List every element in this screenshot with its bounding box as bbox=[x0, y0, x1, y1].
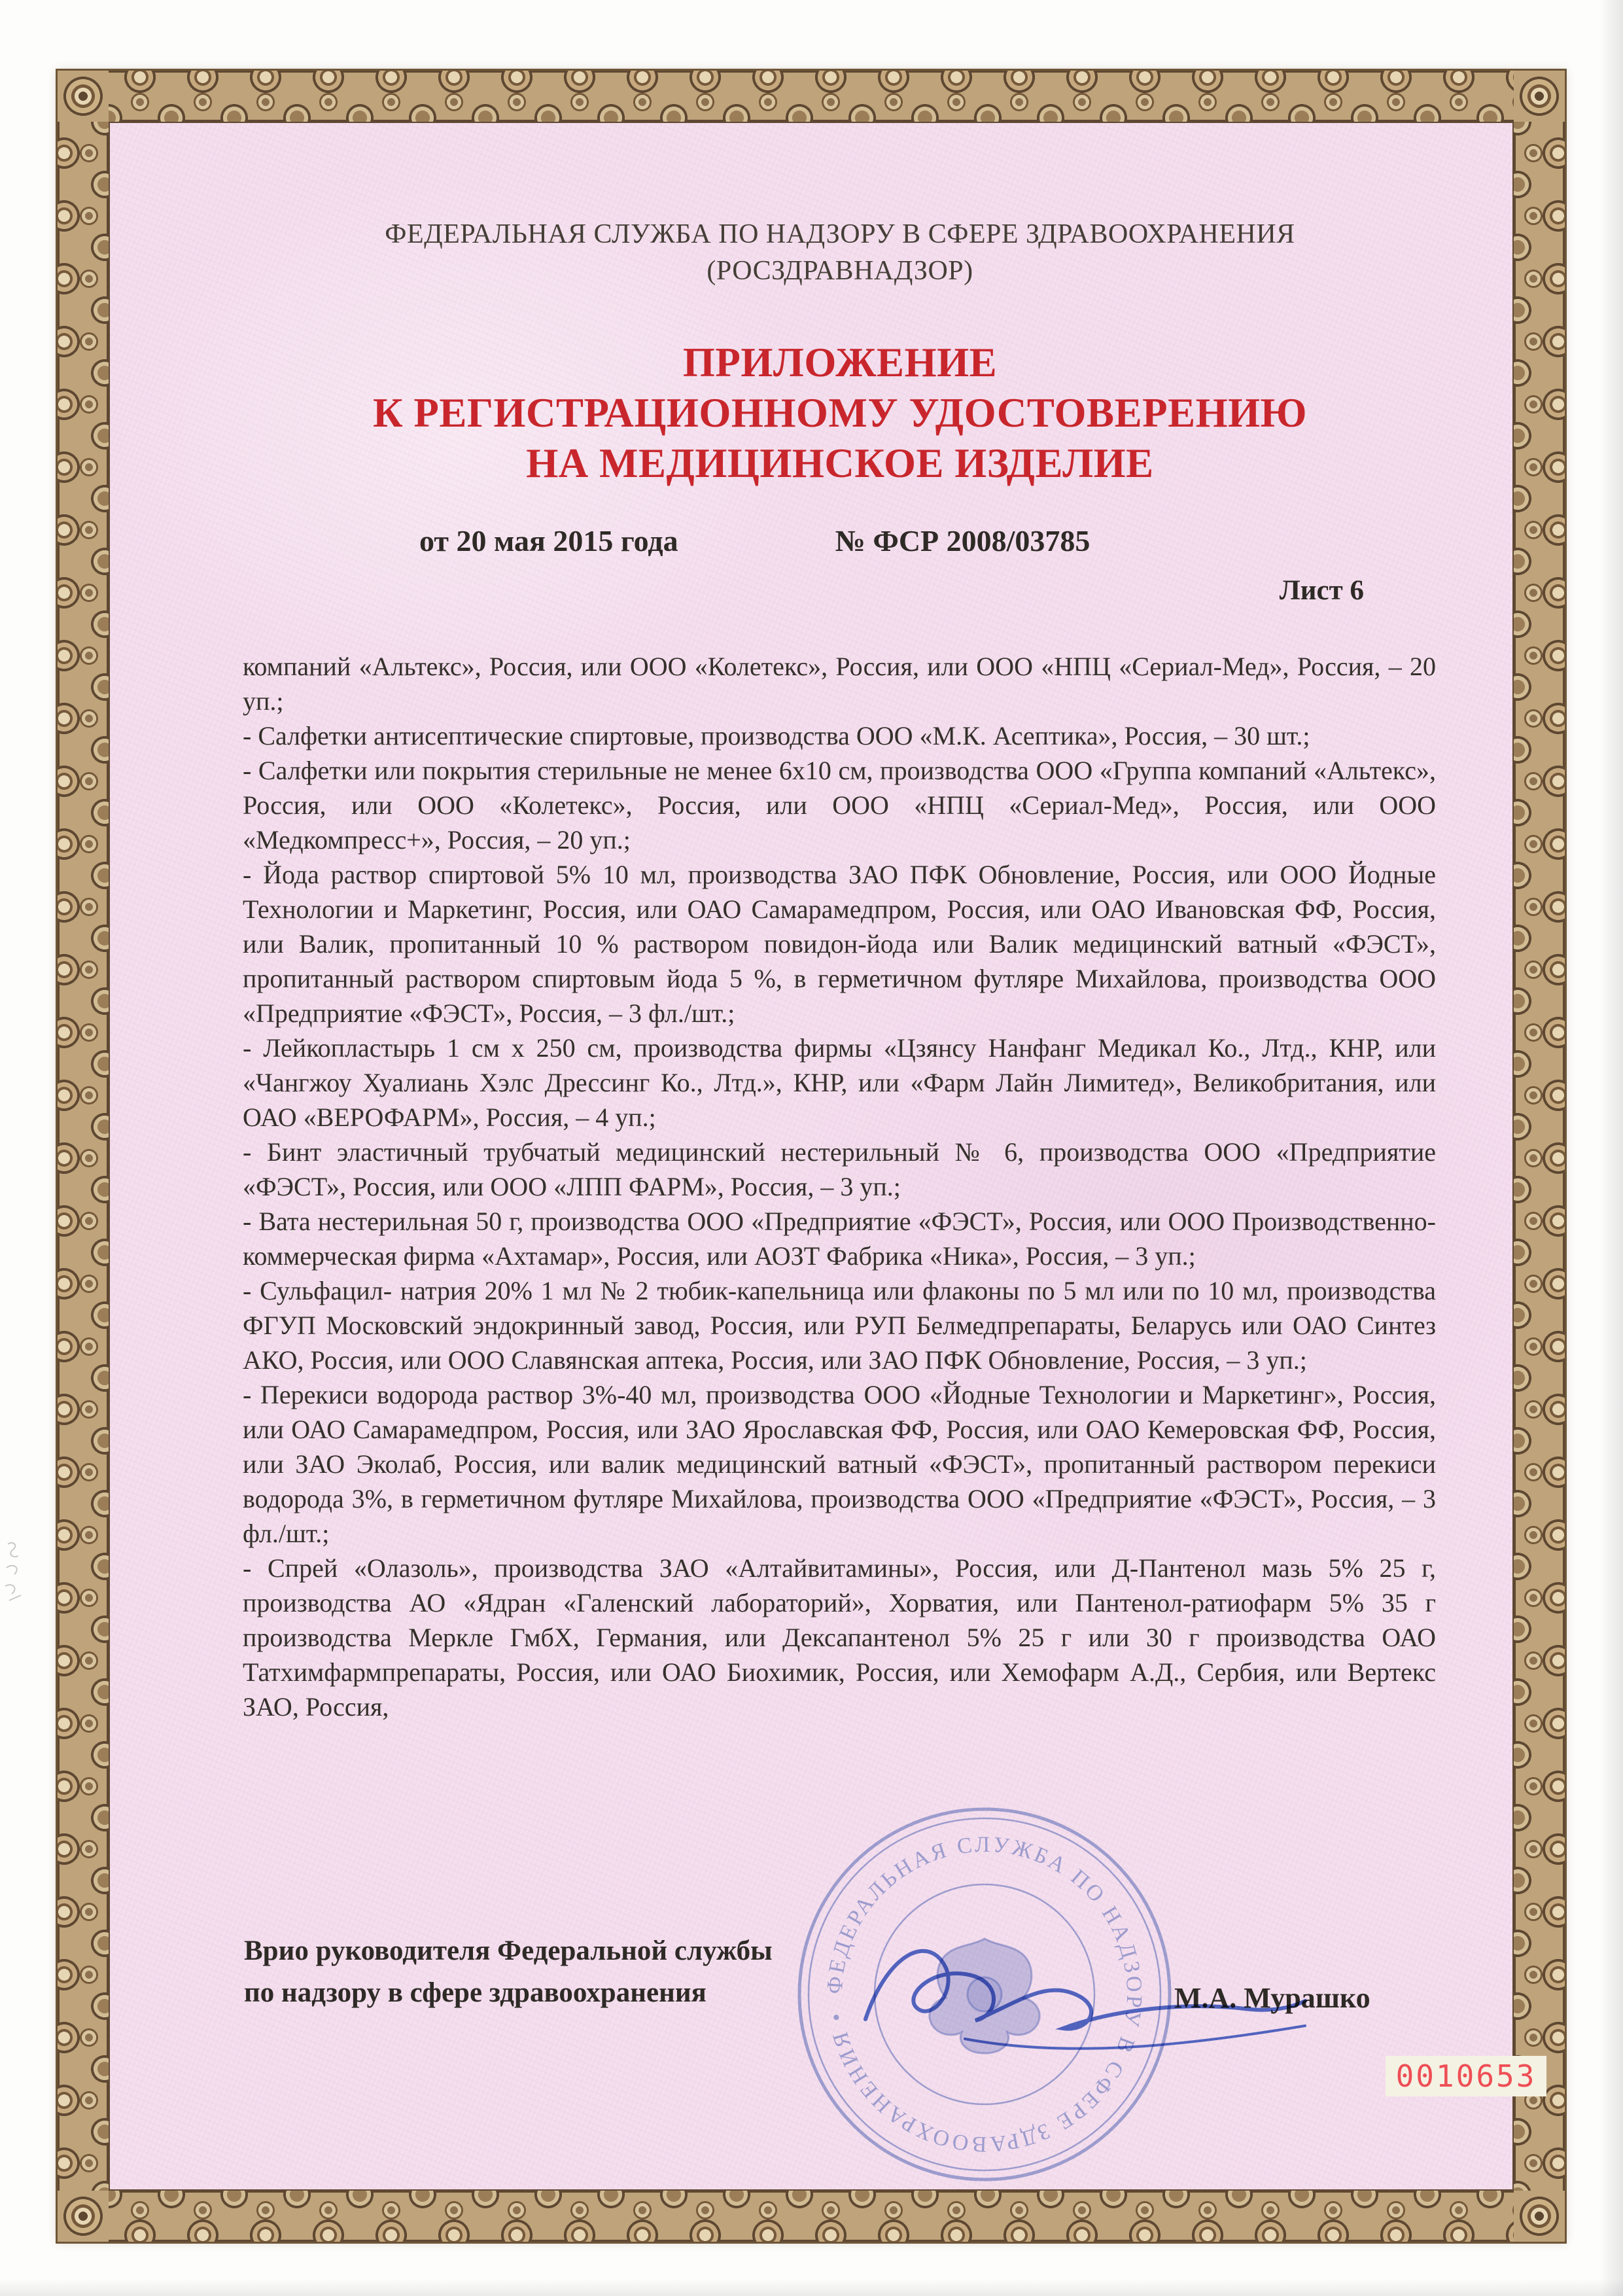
issuing-authority-line1: ФЕДЕРАЛЬНАЯ СЛУЖБА ПО НАДЗОРУ В СФЕРЕ ЗДРАВООХРАНЕНИЯ bbox=[385, 219, 1295, 249]
body-paragraph: - Салфетки антисептические спиртовые, производства ООО «М.К. Асептика», Россия, – 30 шт.; bbox=[243, 721, 1310, 751]
official-signature bbox=[847, 1904, 1318, 2061]
certificate-body bbox=[243, 649, 1436, 1724]
issuing-authority bbox=[244, 216, 1436, 289]
body-paragraph: компаний «Альтекс», Россия, или ООО «Колетекс», Россия, или ООО «НПЦ «Сериал-Мед», Россия, – 20 уп.; bbox=[243, 652, 1436, 716]
body-paragraph: - Спрей «Олазоль», производства ЗАО «Алтайвитамины», Россия, или Д-Пантенол мазь 5% 25 г, производства АО «Ядран «Галенский лабораторий», Хорватия, или Пантенол-ратиофарм 5% 35 г производства Меркле ГмбХ, Германия, или Дексапантенол 5% 25 г или 30 г производства ОАО Татхимфармпрепараты, Россия, или ОАО Биохимик, Россия, или Хемофарм А.Д., Сербия, или Вертекс ЗАО, Россия, bbox=[243, 1553, 1436, 1722]
issuing-authority-line2: (РОСЗДРАВНАДЗОР) bbox=[707, 256, 973, 286]
body-paragraph: - Перекиси водорода раствор 3%-40 мл, производства ООО «Йодные Технологии и Маркетинг», Россия, или ОАО Самарамедпром, Россия, или ЗАО Ярославская ФФ, Россия, или ОАО Кемеровская ФФ, Россия, или ЗАО Эколаб, Россия, или валик медицинский ватный «ФЭСТ», пропитанный раствором перекиси водорода 3%, в герметичном футляре Михайлова, производства ООО «Предприятие «ФЭСТ», Россия, – 3 фл./шт.; bbox=[243, 1380, 1436, 1548]
signatory-title bbox=[244, 1930, 773, 2014]
signatory-title-line1: Врио руководителя Федеральной службы bbox=[244, 1935, 773, 1966]
document-title-line1: ПРИЛОЖЕНИЕ bbox=[682, 340, 998, 385]
registration-number: № ФСР 2008/03785 bbox=[835, 524, 1091, 557]
serial-number-label bbox=[1386, 2056, 1546, 2096]
body-paragraph: - Сульфацил- натрия 20% 1 мл № 2 тюбик-капельница или флаконы по 5 мл или по 10 мл, производства ФГУП Московский эндокринный завод, Россия, или РУП Белмедпрепараты, Беларусь или ОАО Синтез АКО, Россия, или ООО Славянская аптека, Россия, или ЗАО ПФК Обновление, Россия, – 3 уп.; bbox=[243, 1276, 1436, 1375]
body-paragraph: - Йода раствор спиртовой 5% 10 мл, производства ЗАО ПФК Обновление, Россия, или ООО Йодные Технологии и Маркетинг, Россия, или ОАО Самарамедпром, Россия, или ОАО Ивановская ФФ, Россия, или Валик, пропитанный 10 % раствором повидон-йода или Валик медицинский ватный «ФЭСТ», пропитанный раствором спиртовым йода 5 %, в герметичном футляре Михайлова, производства ООО «Предприятие «ФЭСТ», Россия, – 3 фл./шт.; bbox=[243, 860, 1436, 1028]
issue-date: от 20 мая 2015 года bbox=[419, 524, 678, 557]
ornamental-border-right bbox=[1514, 122, 1565, 2191]
body-paragraph: - Лейкопластырь 1 см х 250 см, производства фирмы «Цзянсу Нанфанг Медикал Ко., Лтд., КНР, или «Чангжоу Хуалиань Хэлс Дрессинг Ко., Лтд.», КНР, или «Фарм Лайн Лимитед», Великобритания, или ОАО «ВЕРОФАРМ», Россия, – 4 уп.; bbox=[243, 1033, 1436, 1132]
ornamental-border-corner bbox=[58, 2191, 109, 2242]
body-paragraph: - Салфетки или покрытия стерильные не менее 6х10 см, производства ООО «Группа компаний «Альтекс», Россия, или ООО «Колетекс», Россия, или ООО «НПЦ «Сериал-Мед», Россия, или ООО «Медкомпресс+», Россия, – 20 уп.; bbox=[243, 756, 1436, 855]
signatory-title-line2: по надзору в сфере здравоохранения bbox=[244, 1977, 707, 2008]
stamp-ring-text: ФЕДЕРАЛЬНАЯ СЛУЖБА ПО НАДЗОРУ В СФЕРЕ ЗДРАВООХРАНЕНИЯ • bbox=[822, 1832, 1147, 2157]
ornamental-border-corner bbox=[58, 71, 109, 122]
pencil-marks bbox=[1, 1536, 41, 1608]
document-title-line3: НА МЕДИЦИНСКОЕ ИЗДЕЛИЕ bbox=[526, 440, 1154, 486]
body-paragraph: - Бинт эластичный трубчатый медицинский нестерильный № 6, производства ООО «Предприятие «ФЭСТ», Россия, или ООО «ЛПП ФАРМ», Россия, – 3 уп.; bbox=[243, 1137, 1436, 1201]
document-title bbox=[244, 338, 1436, 489]
sheet-number: Лист 6 bbox=[1279, 575, 1364, 606]
meta-row bbox=[244, 523, 1436, 558]
ornamental-border-corner bbox=[1514, 71, 1565, 122]
ornamental-border-corner bbox=[1514, 2191, 1565, 2242]
ornamental-border-bottom bbox=[109, 2191, 1514, 2242]
serial-number: 0010653 bbox=[1395, 2058, 1537, 2094]
signatory-name: М.А. Мурашко bbox=[1174, 1982, 1370, 2014]
ornamental-border-top bbox=[109, 71, 1514, 122]
body-paragraph: - Вата нестерильная 50 г, производства ООО «Предприятие «ФЭСТ», Россия, или ООО Производственно-коммерческая фирма «Ахтамар», Россия, или АОЗТ Фабрика «Ника», Россия, – 3 уп.; bbox=[243, 1207, 1436, 1271]
ornamental-border-left bbox=[58, 122, 109, 2191]
document-title-line2: К РЕГИСТРАЦИОННОМУ УДОСТОВЕРЕНИЮ bbox=[372, 390, 1308, 436]
